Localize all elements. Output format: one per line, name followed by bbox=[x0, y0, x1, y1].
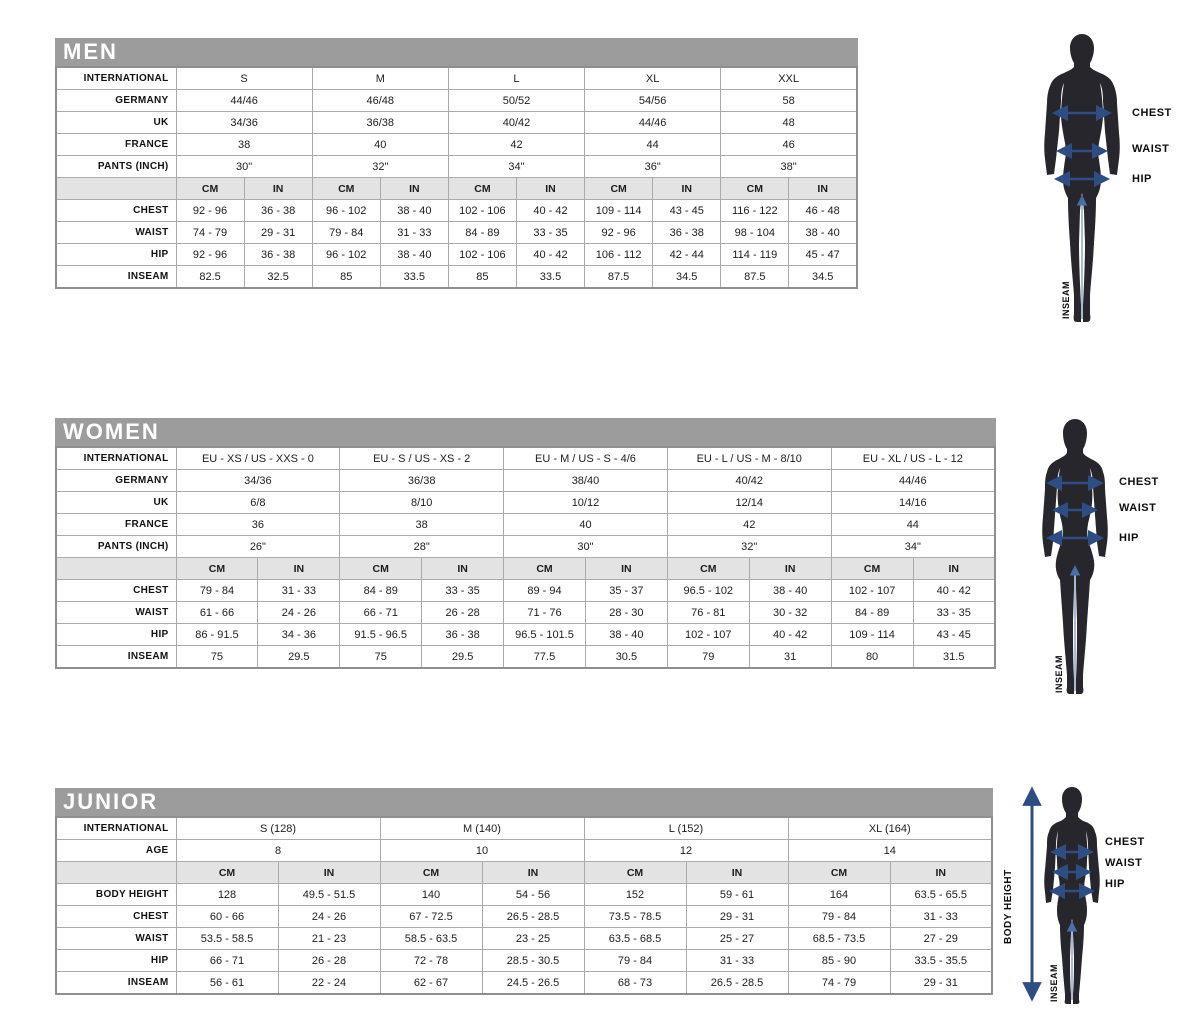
measure-cell: 66 - 71 bbox=[176, 950, 278, 972]
size-cell: 10/12 bbox=[504, 492, 668, 514]
table-row bbox=[56, 950, 992, 972]
row-label bbox=[56, 862, 176, 884]
measure-cell: 86 - 91.5 bbox=[176, 624, 258, 646]
size-cell: EU - XS / US - XXS - 0 bbox=[176, 447, 340, 470]
women-chest-label: CHEST bbox=[1119, 476, 1159, 488]
unit-cell: CM bbox=[176, 862, 278, 884]
measure-cell: 36 - 38 bbox=[422, 624, 504, 646]
measure-cell: 106 - 112 bbox=[585, 244, 653, 266]
table-row bbox=[56, 862, 992, 884]
size-cell: EU - M / US - S - 4/6 bbox=[504, 447, 668, 470]
measure-cell: 30 - 32 bbox=[749, 602, 831, 624]
table-row bbox=[56, 134, 857, 156]
unit-cell: IN bbox=[585, 558, 667, 580]
size-cell: M bbox=[312, 67, 448, 90]
men-inseam-label: INSEAM bbox=[1061, 280, 1071, 319]
row-label: CHEST bbox=[56, 906, 176, 928]
measure-cell: 40 - 42 bbox=[913, 580, 995, 602]
table-row bbox=[56, 266, 857, 289]
row-label: INTERNATIONAL bbox=[56, 817, 176, 840]
junior-size-table bbox=[55, 816, 993, 995]
table-row bbox=[56, 67, 857, 90]
measure-cell: 31 bbox=[749, 646, 831, 669]
measure-cell: 98 - 104 bbox=[721, 222, 789, 244]
size-cell: EU - S / US - XS - 2 bbox=[340, 447, 504, 470]
measure-cell: 28 - 30 bbox=[585, 602, 667, 624]
measure-cell: 96 - 102 bbox=[312, 200, 380, 222]
measure-cell: 24.5 - 26.5 bbox=[482, 972, 584, 995]
men-size-table bbox=[55, 66, 858, 289]
measure-cell: 102 - 106 bbox=[448, 244, 516, 266]
unit-cell: CM bbox=[340, 558, 422, 580]
measure-cell: 33.5 - 35.5 bbox=[890, 950, 992, 972]
size-cell: 30" bbox=[504, 536, 668, 558]
measure-cell: 92 - 96 bbox=[585, 222, 653, 244]
measure-cell: 58.5 - 63.5 bbox=[380, 928, 482, 950]
men-hip-label: HIP bbox=[1132, 173, 1152, 185]
unit-cell: IN bbox=[482, 862, 584, 884]
women-waist-label: WAIST bbox=[1119, 502, 1157, 514]
measure-cell: 152 bbox=[584, 884, 686, 906]
size-cell: 14 bbox=[788, 840, 992, 862]
measure-cell: 53.5 - 58.5 bbox=[176, 928, 278, 950]
measure-cell: 56 - 61 bbox=[176, 972, 278, 995]
unit-cell: IN bbox=[380, 178, 448, 200]
table-row bbox=[56, 646, 995, 669]
unit-cell: IN bbox=[686, 862, 788, 884]
size-cell: 12 bbox=[584, 840, 788, 862]
measure-cell: 80 bbox=[831, 646, 913, 669]
measure-cell: 31 - 33 bbox=[258, 580, 340, 602]
row-label: UK bbox=[56, 492, 176, 514]
measure-cell: 79 - 84 bbox=[584, 950, 686, 972]
table-row bbox=[56, 884, 992, 906]
measure-cell: 34 - 36 bbox=[258, 624, 340, 646]
measure-cell: 31.5 bbox=[913, 646, 995, 669]
measure-cell: 49.5 - 51.5 bbox=[278, 884, 380, 906]
row-label: PANTS (INCH) bbox=[56, 536, 176, 558]
measure-cell: 36 - 38 bbox=[244, 244, 312, 266]
unit-cell: IN bbox=[890, 862, 992, 884]
measure-cell: 38 - 40 bbox=[585, 624, 667, 646]
row-label: INTERNATIONAL bbox=[56, 447, 176, 470]
row-label: FRANCE bbox=[56, 134, 176, 156]
measure-cell: 36 - 38 bbox=[653, 222, 721, 244]
size-cell: 36 bbox=[176, 514, 340, 536]
measure-cell: 82.5 bbox=[176, 266, 244, 289]
size-cell: 46 bbox=[721, 134, 857, 156]
size-cell: 46/48 bbox=[312, 90, 448, 112]
measure-cell: 21 - 23 bbox=[278, 928, 380, 950]
unit-cell: CM bbox=[448, 178, 516, 200]
measure-cell: 140 bbox=[380, 884, 482, 906]
table-row bbox=[56, 492, 995, 514]
measure-cell: 74 - 79 bbox=[788, 972, 890, 995]
row-label: FRANCE bbox=[56, 514, 176, 536]
junior-figure bbox=[1005, 782, 1182, 1008]
women-size-table bbox=[55, 446, 996, 669]
measure-cell: 87.5 bbox=[721, 266, 789, 289]
unit-cell: IN bbox=[244, 178, 312, 200]
size-cell: 58 bbox=[721, 90, 857, 112]
unit-cell: CM bbox=[312, 178, 380, 200]
row-label: HIP bbox=[56, 244, 176, 266]
table-row bbox=[56, 222, 857, 244]
size-cell: EU - XL / US - L - 12 bbox=[831, 447, 995, 470]
measure-cell: 66 - 71 bbox=[340, 602, 422, 624]
size-cell: EU - L / US - M - 8/10 bbox=[667, 447, 831, 470]
size-cell: 40 bbox=[504, 514, 668, 536]
measure-cell: 68.5 - 73.5 bbox=[788, 928, 890, 950]
measure-cell: 33 - 35 bbox=[913, 602, 995, 624]
men-waist-label: WAIST bbox=[1132, 143, 1170, 155]
size-cell: 38" bbox=[721, 156, 857, 178]
measure-cell: 60 - 66 bbox=[176, 906, 278, 928]
measure-cell: 59 - 61 bbox=[686, 884, 788, 906]
unit-cell: CM bbox=[176, 558, 258, 580]
measure-cell: 96.5 - 101.5 bbox=[504, 624, 586, 646]
size-cell: XL (164) bbox=[788, 817, 992, 840]
unit-cell: CM bbox=[585, 178, 653, 200]
women-hip-label: HIP bbox=[1119, 532, 1139, 544]
row-label: INTERNATIONAL bbox=[56, 67, 176, 90]
measure-cell: 40 - 42 bbox=[749, 624, 831, 646]
table-row bbox=[56, 536, 995, 558]
measure-cell: 43 - 45 bbox=[913, 624, 995, 646]
measure-cell: 26 - 28 bbox=[422, 602, 504, 624]
measure-cell: 32.5 bbox=[244, 266, 312, 289]
unit-cell: IN bbox=[653, 178, 721, 200]
size-cell: 44/46 bbox=[585, 112, 721, 134]
row-label bbox=[56, 558, 176, 580]
size-cell: 8/10 bbox=[340, 492, 504, 514]
size-cell: 44/46 bbox=[831, 470, 995, 492]
unit-cell: CM bbox=[788, 862, 890, 884]
unit-cell: CM bbox=[504, 558, 586, 580]
table-row bbox=[56, 90, 857, 112]
row-label: INSEAM bbox=[56, 972, 176, 995]
junior-inseam-label: INSEAM bbox=[1049, 963, 1059, 1002]
measure-cell: 102 - 106 bbox=[448, 200, 516, 222]
men-title-bar bbox=[55, 38, 858, 66]
junior-section bbox=[55, 788, 993, 995]
junior-title-bar bbox=[55, 788, 993, 816]
size-cell: 34/36 bbox=[176, 112, 312, 134]
measure-cell: 79 - 84 bbox=[176, 580, 258, 602]
size-cell: 26" bbox=[176, 536, 340, 558]
measure-cell: 31 - 33 bbox=[686, 950, 788, 972]
measure-cell: 164 bbox=[788, 884, 890, 906]
measure-cell: 25 - 27 bbox=[686, 928, 788, 950]
measure-cell: 62 - 67 bbox=[380, 972, 482, 995]
size-cell: 34/36 bbox=[176, 470, 340, 492]
measure-cell: 38 - 40 bbox=[749, 580, 831, 602]
unit-cell: CM bbox=[667, 558, 749, 580]
measure-cell: 27 - 29 bbox=[890, 928, 992, 950]
junior-chest-label: CHEST bbox=[1105, 836, 1145, 848]
size-cell: 50/52 bbox=[448, 90, 584, 112]
table-row bbox=[56, 906, 992, 928]
measure-cell: 116 - 122 bbox=[721, 200, 789, 222]
row-label: WAIST bbox=[56, 928, 176, 950]
measure-cell: 26.5 - 28.5 bbox=[482, 906, 584, 928]
row-label bbox=[56, 178, 176, 200]
unit-cell: IN bbox=[516, 178, 584, 200]
measure-cell: 29.5 bbox=[422, 646, 504, 669]
measure-cell: 40 - 42 bbox=[516, 244, 584, 266]
measure-cell: 26.5 - 28.5 bbox=[686, 972, 788, 995]
measure-cell: 26 - 28 bbox=[278, 950, 380, 972]
table-row bbox=[56, 514, 995, 536]
measure-cell: 54 - 56 bbox=[482, 884, 584, 906]
women-figure bbox=[1035, 415, 1182, 697]
measure-cell: 67 - 72.5 bbox=[380, 906, 482, 928]
measure-cell: 22 - 24 bbox=[278, 972, 380, 995]
size-cell: 40/42 bbox=[448, 112, 584, 134]
table-row bbox=[56, 558, 995, 580]
table-row bbox=[56, 244, 857, 266]
measure-cell: 43 - 45 bbox=[653, 200, 721, 222]
row-label: WAIST bbox=[56, 602, 176, 624]
measure-cell: 84 - 89 bbox=[340, 580, 422, 602]
measure-cell: 34.5 bbox=[789, 266, 857, 289]
size-cell: XXL bbox=[721, 67, 857, 90]
size-cell: L (152) bbox=[584, 817, 788, 840]
measure-cell: 28.5 - 30.5 bbox=[482, 950, 584, 972]
measure-cell: 79 - 84 bbox=[312, 222, 380, 244]
measure-cell: 109 - 114 bbox=[585, 200, 653, 222]
women-section bbox=[55, 418, 996, 669]
measure-cell: 46 - 48 bbox=[789, 200, 857, 222]
men-chest-label: CHEST bbox=[1132, 107, 1172, 119]
table-row bbox=[56, 470, 995, 492]
measure-cell: 84 - 89 bbox=[831, 602, 913, 624]
table-row bbox=[56, 602, 995, 624]
size-cell: 34" bbox=[448, 156, 584, 178]
size-cell: 10 bbox=[380, 840, 584, 862]
size-cell: 36/38 bbox=[340, 470, 504, 492]
measure-cell: 29 - 31 bbox=[890, 972, 992, 995]
table-row bbox=[56, 624, 995, 646]
row-label: UK bbox=[56, 112, 176, 134]
row-label: INSEAM bbox=[56, 266, 176, 289]
table-row bbox=[56, 928, 992, 950]
size-cell: 38 bbox=[176, 134, 312, 156]
unit-cell: CM bbox=[584, 862, 686, 884]
measure-cell: 114 - 119 bbox=[721, 244, 789, 266]
measure-cell: 68 - 73 bbox=[584, 972, 686, 995]
measure-cell: 87.5 bbox=[585, 266, 653, 289]
men-silhouette-svg bbox=[1035, 33, 1182, 325]
size-cell: 42 bbox=[667, 514, 831, 536]
junior-silhouette-svg bbox=[1005, 782, 1182, 1008]
unit-cell: CM bbox=[831, 558, 913, 580]
size-cell: XL bbox=[585, 67, 721, 90]
measure-cell: 33.5 bbox=[380, 266, 448, 289]
size-cell: 40/42 bbox=[667, 470, 831, 492]
size-cell: 38 bbox=[340, 514, 504, 536]
junior-hip-label: HIP bbox=[1105, 878, 1125, 890]
measure-cell: 38 - 40 bbox=[789, 222, 857, 244]
measure-cell: 33 - 35 bbox=[516, 222, 584, 244]
row-label: GERMANY bbox=[56, 90, 176, 112]
size-cell: 36" bbox=[585, 156, 721, 178]
row-label: BODY HEIGHT bbox=[56, 884, 176, 906]
measure-cell: 30.5 bbox=[585, 646, 667, 669]
unit-cell: IN bbox=[789, 178, 857, 200]
size-cell: 8 bbox=[176, 840, 380, 862]
measure-cell: 75 bbox=[176, 646, 258, 669]
measure-cell: 40 - 42 bbox=[516, 200, 584, 222]
row-label: CHEST bbox=[56, 200, 176, 222]
measure-cell: 76 - 81 bbox=[667, 602, 749, 624]
junior-body-height-label: BODY HEIGHT bbox=[1003, 869, 1014, 944]
measure-cell: 102 - 107 bbox=[667, 624, 749, 646]
measure-cell: 31 - 33 bbox=[380, 222, 448, 244]
measure-cell: 74 - 79 bbox=[176, 222, 244, 244]
measure-cell: 33.5 bbox=[516, 266, 584, 289]
measure-cell: 85 - 90 bbox=[788, 950, 890, 972]
measure-cell: 128 bbox=[176, 884, 278, 906]
row-label: GERMANY bbox=[56, 470, 176, 492]
unit-cell: IN bbox=[422, 558, 504, 580]
table-row bbox=[56, 447, 995, 470]
table-row bbox=[56, 112, 857, 134]
measure-cell: 89 - 94 bbox=[504, 580, 586, 602]
size-cell: 14/16 bbox=[831, 492, 995, 514]
measure-cell: 77.5 bbox=[504, 646, 586, 669]
row-label: AGE bbox=[56, 840, 176, 862]
table-row bbox=[56, 817, 992, 840]
measure-cell: 96 - 102 bbox=[312, 244, 380, 266]
measure-cell: 36 - 38 bbox=[244, 200, 312, 222]
measure-cell: 24 - 26 bbox=[278, 906, 380, 928]
measure-cell: 85 bbox=[448, 266, 516, 289]
size-cell: 42 bbox=[448, 134, 584, 156]
size-cell: 36/38 bbox=[312, 112, 448, 134]
table-row bbox=[56, 580, 995, 602]
size-cell: 32" bbox=[667, 536, 831, 558]
unit-cell: IN bbox=[913, 558, 995, 580]
row-label: HIP bbox=[56, 950, 176, 972]
row-label: CHEST bbox=[56, 580, 176, 602]
unit-cell: CM bbox=[176, 178, 244, 200]
table-row bbox=[56, 972, 992, 995]
unit-cell: CM bbox=[721, 178, 789, 200]
measure-cell: 63.5 - 68.5 bbox=[584, 928, 686, 950]
men-section bbox=[55, 38, 858, 289]
size-cell: S (128) bbox=[176, 817, 380, 840]
measure-cell: 72 - 78 bbox=[380, 950, 482, 972]
size-cell: 44/46 bbox=[176, 90, 312, 112]
measure-cell: 102 - 107 bbox=[831, 580, 913, 602]
size-cell: 48 bbox=[721, 112, 857, 134]
junior-title: JUNIOR bbox=[63, 789, 159, 814]
size-cell: 28" bbox=[340, 536, 504, 558]
size-cell: 6/8 bbox=[176, 492, 340, 514]
row-label: PANTS (INCH) bbox=[56, 156, 176, 178]
measure-cell: 61 - 66 bbox=[176, 602, 258, 624]
table-row bbox=[56, 840, 992, 862]
unit-cell: CM bbox=[380, 862, 482, 884]
measure-cell: 91.5 - 96.5 bbox=[340, 624, 422, 646]
size-cell: 44 bbox=[585, 134, 721, 156]
unit-cell: IN bbox=[749, 558, 831, 580]
measure-cell: 35 - 37 bbox=[585, 580, 667, 602]
measure-cell: 109 - 114 bbox=[831, 624, 913, 646]
table-row bbox=[56, 200, 857, 222]
measure-cell: 42 - 44 bbox=[653, 244, 721, 266]
measure-cell: 96.5 - 102 bbox=[667, 580, 749, 602]
measure-cell: 33 - 35 bbox=[422, 580, 504, 602]
measure-cell: 85 bbox=[312, 266, 380, 289]
measure-cell: 29.5 bbox=[258, 646, 340, 669]
size-cell: M (140) bbox=[380, 817, 584, 840]
measure-cell: 34.5 bbox=[653, 266, 721, 289]
size-cell: 12/14 bbox=[667, 492, 831, 514]
measure-cell: 75 bbox=[340, 646, 422, 669]
measure-cell: 24 - 26 bbox=[258, 602, 340, 624]
measure-cell: 38 - 40 bbox=[380, 244, 448, 266]
measure-cell: 92 - 96 bbox=[176, 244, 244, 266]
measure-cell: 29 - 31 bbox=[686, 906, 788, 928]
measure-cell: 73.5 - 78.5 bbox=[584, 906, 686, 928]
size-cell: 44 bbox=[831, 514, 995, 536]
measure-cell: 84 - 89 bbox=[448, 222, 516, 244]
table-row bbox=[56, 156, 857, 178]
size-cell: 54/56 bbox=[585, 90, 721, 112]
size-cell: 30" bbox=[176, 156, 312, 178]
men-title: MEN bbox=[63, 39, 118, 64]
size-cell: 34" bbox=[831, 536, 995, 558]
measure-cell: 38 - 40 bbox=[380, 200, 448, 222]
row-label: WAIST bbox=[56, 222, 176, 244]
row-label: HIP bbox=[56, 624, 176, 646]
women-inseam-label: INSEAM bbox=[1054, 654, 1064, 693]
size-cell: S bbox=[176, 67, 312, 90]
size-cell: 38/40 bbox=[504, 470, 668, 492]
measure-cell: 92 - 96 bbox=[176, 200, 244, 222]
size-cell: 40 bbox=[312, 134, 448, 156]
size-cell: 32" bbox=[312, 156, 448, 178]
measure-cell: 79 - 84 bbox=[788, 906, 890, 928]
measure-cell: 45 - 47 bbox=[789, 244, 857, 266]
women-title-bar bbox=[55, 418, 996, 446]
junior-waist-label: WAIST bbox=[1105, 857, 1143, 869]
men-figure bbox=[1035, 33, 1182, 325]
table-row bbox=[56, 178, 857, 200]
unit-cell: IN bbox=[258, 558, 340, 580]
measure-cell: 79 bbox=[667, 646, 749, 669]
measure-cell: 23 - 25 bbox=[482, 928, 584, 950]
row-label: INSEAM bbox=[56, 646, 176, 669]
measure-cell: 71 - 76 bbox=[504, 602, 586, 624]
size-cell: L bbox=[448, 67, 584, 90]
measure-cell: 63.5 - 65.5 bbox=[890, 884, 992, 906]
measure-cell: 29 - 31 bbox=[244, 222, 312, 244]
measure-cell: 31 - 33 bbox=[890, 906, 992, 928]
women-title: WOMEN bbox=[63, 419, 160, 444]
unit-cell: IN bbox=[278, 862, 380, 884]
